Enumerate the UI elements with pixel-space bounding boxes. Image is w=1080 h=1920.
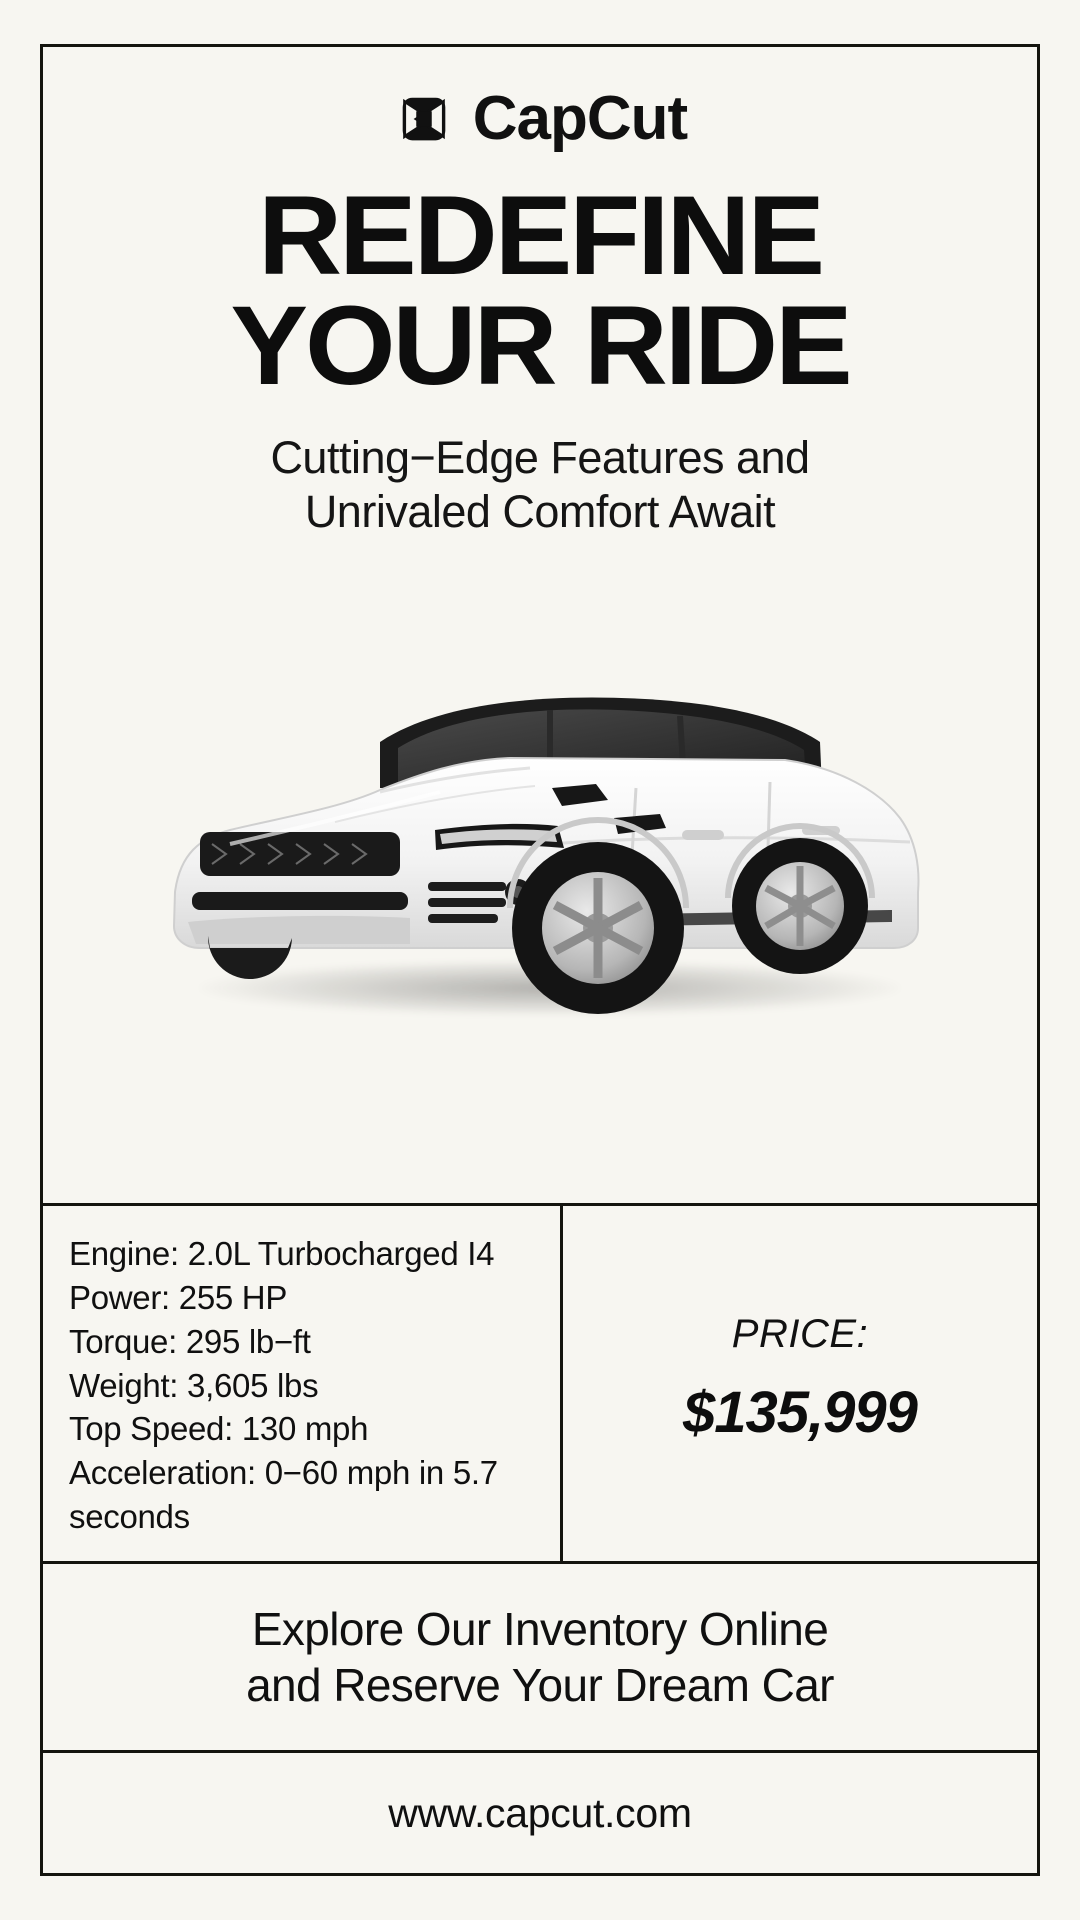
hero-car-image bbox=[80, 592, 1000, 1052]
headline-line-1: REDEFINE bbox=[257, 173, 822, 298]
price-label: PRICE: bbox=[731, 1312, 869, 1357]
spec-acceleration: Acceleration: 0−60 mph in 5.7 seconds bbox=[69, 1454, 507, 1536]
cta-line-2: and Reserve Your Dream Car bbox=[246, 1659, 834, 1711]
suv-illustration bbox=[80, 592, 1000, 1052]
subheadline-line-2: Unrivaled Comfort Await bbox=[304, 486, 776, 538]
specs-list bbox=[43, 1206, 560, 1561]
subheadline-line-1: Cutting−Edge Features and bbox=[270, 431, 810, 483]
website-url[interactable]: www.capcut.com bbox=[388, 1789, 692, 1836]
footer-bar bbox=[43, 1750, 1037, 1873]
spec-engine: Engine: 2.0L Turbocharged I4 bbox=[69, 1234, 495, 1272]
headline-line-2: YOUR RIDE bbox=[230, 282, 850, 408]
brand-header bbox=[43, 47, 1037, 153]
subheadline bbox=[43, 431, 1037, 541]
price-value: $135,999 bbox=[682, 1380, 917, 1446]
brand-name: CapCut bbox=[472, 84, 688, 153]
cta-line-1: Explore Our Inventory Online bbox=[251, 1602, 829, 1655]
specs-price-band bbox=[43, 1203, 1037, 1561]
spec-torque: Torque: 295 lb−ft bbox=[69, 1322, 311, 1360]
price-cell bbox=[560, 1206, 1037, 1561]
spec-top-speed: Top Speed: 130 mph bbox=[69, 1410, 369, 1448]
spec-power: Power: 255 HP bbox=[69, 1278, 288, 1316]
page-title bbox=[23, 173, 1057, 408]
poster-frame bbox=[40, 44, 1040, 1876]
spec-weight: Weight: 3,605 lbs bbox=[69, 1366, 319, 1404]
capcut-logo-icon bbox=[393, 88, 455, 150]
call-to-action[interactable] bbox=[43, 1561, 1037, 1750]
hero-image-area bbox=[43, 592, 1037, 1092]
